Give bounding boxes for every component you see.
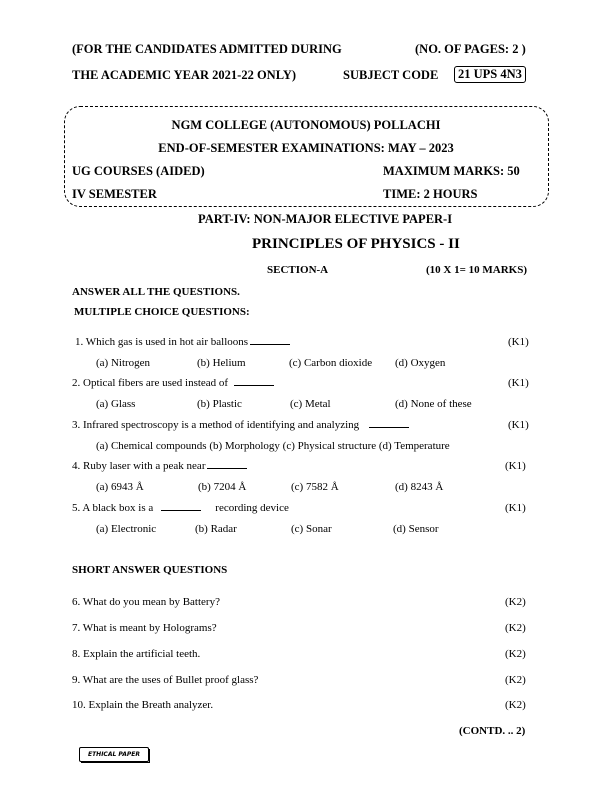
mcq-question-3: 3. Infrared spectroscopy is a method of identifying and analyzing <box>72 419 409 431</box>
paper-title: PRINCIPLES OF PHYSICS - II <box>252 236 460 252</box>
short-k-level-7: (K2) <box>505 622 526 634</box>
mcq-4-option-c: (c) 7582 Å <box>291 481 339 493</box>
short-answer-heading: SHORT ANSWER QUESTIONS <box>72 564 228 576</box>
subject-code-label: SUBJECT CODE <box>343 68 439 82</box>
course-type: UG COURSES (AIDED) <box>72 164 205 178</box>
mcq-1-option-c: (c) Carbon dioxide <box>289 357 373 369</box>
short-k-level-8: (K2) <box>505 648 526 660</box>
mcq-4-option-d: (d) 8243 Å <box>395 481 444 493</box>
mcq-5-option-b: (b) Radar <box>195 523 237 535</box>
mcq-1-option-b: (b) Helium <box>197 357 246 369</box>
short-question-6: 6. What do you mean by Battery? <box>72 596 220 608</box>
instruction: ANSWER ALL THE QUESTIONS. <box>72 286 240 298</box>
short-question-7: 7. What is meant by Holograms? <box>72 622 217 634</box>
short-question-10: 10. Explain the Breath analyzer. <box>72 699 214 711</box>
mcq-k-level-3: (K1) <box>508 419 529 431</box>
paper-part: PART-IV: NON-MAJOR ELECTIVE PAPER-I <box>198 212 453 226</box>
mcq-question-1: 1. Which gas is used in hot air balloons <box>75 336 290 348</box>
ethical-paper-stamp: ETHICAL PAPER <box>79 747 149 762</box>
exam-duration: TIME: 2 HOURS <box>383 187 478 201</box>
short-k-level-9: (K2) <box>505 674 526 686</box>
mcq-k-level-5: (K1) <box>505 502 526 514</box>
mcq-4-option-a: (a) 6943 Å <box>96 481 144 493</box>
continued-note: (CONTD. .. 2) <box>459 725 526 737</box>
mcq-k-level-2: (K1) <box>508 377 529 389</box>
mcq-5-option-c: (c) Sonar <box>291 523 332 535</box>
mcq-5-option-a: (a) Electronic <box>96 523 157 535</box>
mcq-question-2: 2. Optical fibers are used instead of <box>72 377 274 389</box>
mcq-2-option-d: (d) None of these <box>395 398 472 410</box>
mcq-heading: MULTIPLE CHOICE QUESTIONS: <box>74 306 250 318</box>
short-question-9: 9. What are the uses of Bullet proof glass? <box>72 674 259 686</box>
page-count: (NO. OF PAGES: 2 ) <box>415 42 526 56</box>
mcq-4-option-b: (b) 7204 Å <box>198 481 247 493</box>
mcq-3-options: (a) Chemical compounds (b) Morphology (c) Physical structure (d) Temperature <box>96 440 450 452</box>
exam-title: END-OF-SEMESTER EXAMINATIONS: MAY – 2023 <box>158 141 454 155</box>
college-name: NGM COLLEGE (AUTONOMOUS) POLLACHI <box>171 118 441 132</box>
mcq-question-4: 4. Ruby laser with a peak near <box>72 460 247 472</box>
maximum-marks: MAXIMUM MARKS: 50 <box>383 164 520 178</box>
mcq-1-option-d: (d) Oxygen <box>395 357 446 369</box>
mcq-k-level-1: (K1) <box>508 336 529 348</box>
short-k-level-10: (K2) <box>505 699 526 711</box>
short-k-level-6: (K2) <box>505 596 526 608</box>
mcq-k-level-4: (K1) <box>505 460 526 472</box>
mcq-question-5: 5. A black box is a recording device <box>72 502 289 514</box>
semester: IV SEMESTER <box>72 187 157 201</box>
mcq-5-option-d: (d) Sensor <box>393 523 439 535</box>
mcq-2-option-a: (a) Glass <box>96 398 136 410</box>
mcq-2-option-b: (b) Plastic <box>197 398 242 410</box>
header-academic-year: THE ACADEMIC YEAR 2021-22 ONLY) <box>72 68 297 82</box>
header-admission-line: (FOR THE CANDIDATES ADMITTED DURING <box>72 42 342 56</box>
section-label: SECTION-A <box>267 264 329 276</box>
section-marks: (10 X 1= 10 MARKS) <box>426 264 527 276</box>
subject-code: 21 UPS 4N3 <box>454 66 526 83</box>
mcq-1-option-a: (a) Nitrogen <box>96 357 151 369</box>
mcq-2-option-c: (c) Metal <box>290 398 331 410</box>
short-question-8: 8. Explain the artificial teeth. <box>72 648 201 660</box>
